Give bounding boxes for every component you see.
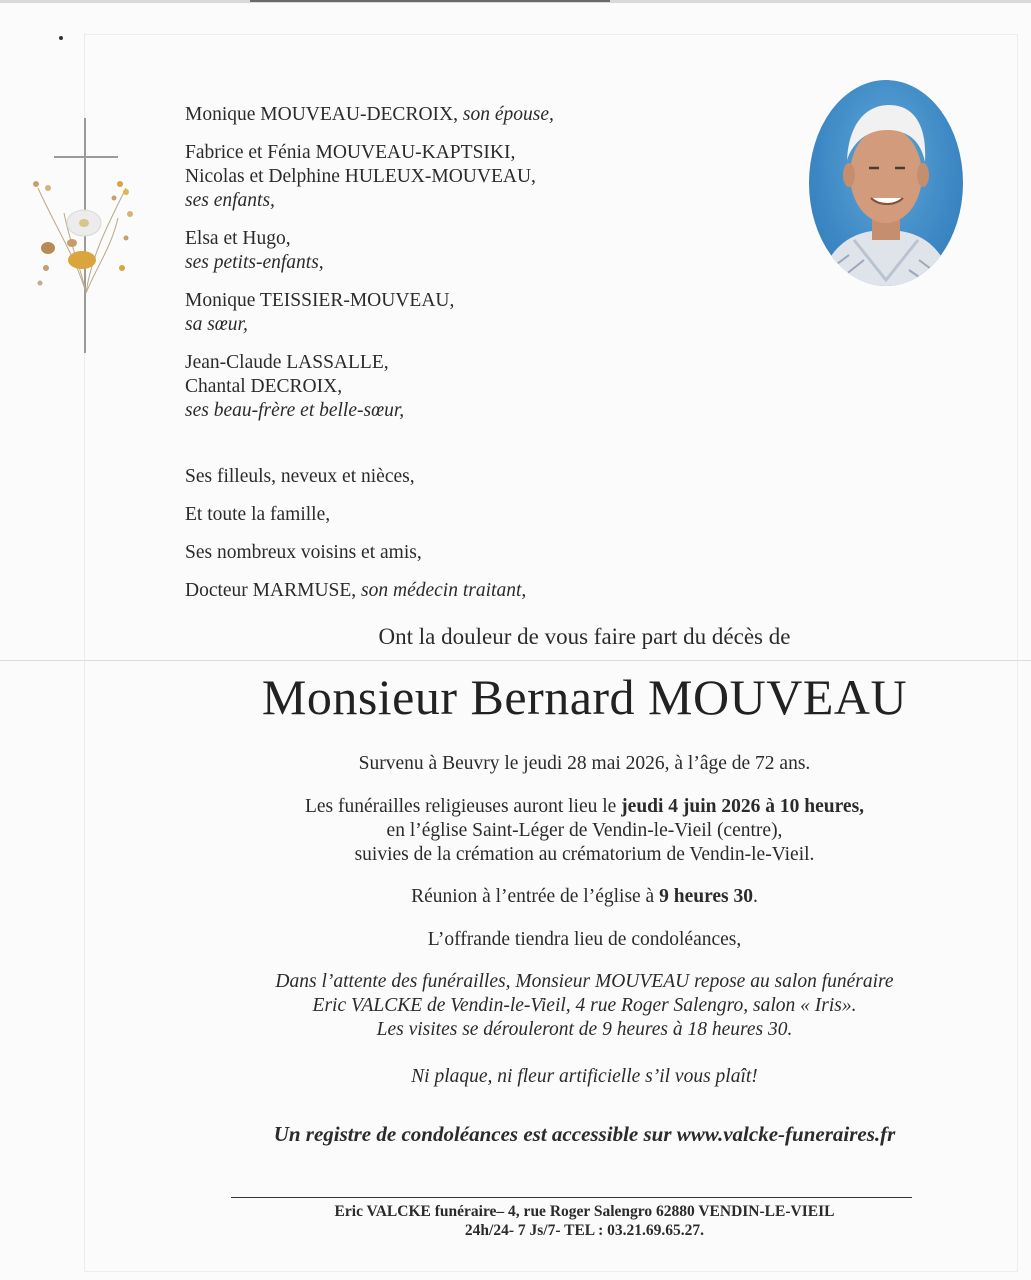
children-relation: ses enfants,: [185, 190, 275, 211]
doctor-name: Docteur MARMUSE,: [185, 580, 357, 601]
children-group: [185, 141, 785, 213]
child-name: Fabrice et Fénia MOUVEAU-KAPTSIKI,: [185, 142, 516, 163]
meeting-line: [84, 885, 1031, 909]
meeting-intro: Réunion à l’entrée de l’église à: [411, 886, 655, 907]
meeting-info: [84, 885, 1031, 909]
portrait-photo: [809, 80, 963, 286]
doctor-line: [185, 579, 785, 603]
spouse-group: [185, 103, 785, 127]
scan-speck: [59, 36, 63, 40]
cross-with-flowers-icon: [26, 118, 156, 358]
child-name: Nicolas et Delphine HULEUX-MOUVEAU,: [185, 166, 536, 187]
no-flowers-text: Ni plaque, ni fleur artificielle s’il vous plaît!: [411, 1066, 758, 1087]
doctor-relation: son médecin traitant,: [361, 580, 527, 601]
grandchildren-names: Elsa et Hugo,: [185, 228, 291, 249]
others-line: Ses nombreux voisins et amis,: [185, 542, 422, 563]
funeral-line-1: [84, 795, 1031, 819]
others-line: Ses filleuls, neveux et nièces,: [185, 466, 415, 487]
in-law-name: Chantal DECROIX,: [185, 376, 343, 397]
announcement: Ont la douleur de vous faire part du décès de: [378, 624, 791, 649]
death-info-text: Survenu à Beuvry le jeudi 28 mai 2026, à l’âge de 72 ans.: [358, 753, 811, 774]
spouse-relation: son épouse,: [462, 104, 554, 125]
grandchildren-group: [185, 227, 785, 275]
visits-line: Les visites se dérouleront de 9 heures à 18 heures 30.: [376, 1019, 793, 1040]
funeral-line-3: suivies de la crémation au crématorium de Vendin-le-Vieil.: [354, 844, 815, 865]
grandchildren-relation: ses petits-enfants,: [185, 252, 324, 273]
offering-info: [84, 928, 1031, 952]
footer-phone: 24h/24- 7 Js/7- TEL : 03.21.69.65.27.: [464, 1222, 705, 1239]
family-list: [185, 103, 785, 603]
spouse-name: Monique MOUVEAU-DECROIX,: [185, 104, 458, 125]
offering-text: L’offrande tiendra lieu de condoléances,: [427, 929, 742, 950]
visits-info: [84, 970, 1031, 1042]
condolence-register: Un registre de condoléances est accessible sur www.valcke-funeraires.fr: [273, 1122, 896, 1146]
footer-address: Eric VALCKE funéraire– 4, rue Roger Salengro 62880 VENDIN-LE-VIEIL: [334, 1203, 835, 1220]
sister-group: [185, 289, 785, 337]
sister-relation: sa sœur,: [185, 314, 248, 335]
in-laws-group: [185, 351, 785, 423]
deceased-name: Monsieur Bernard MOUVEAU: [261, 669, 908, 725]
death-info: [84, 752, 1031, 776]
funeral-datetime: jeudi 4 juin 2026 à 10 heures,: [621, 796, 865, 817]
visits-line: Dans l’attente des funérailles, Monsieur MOUVEAU repose au salon funéraire: [275, 971, 894, 992]
in-law-name: Jean-Claude LASSALLE,: [185, 352, 389, 373]
footer: [84, 1202, 1031, 1240]
visits-line: Eric VALCKE de Vendin-le-Vieil, 4 rue Roger Salengro, salon « Iris».: [312, 995, 857, 1016]
fold-line: [0, 660, 1031, 661]
no-flowers-note: [84, 1065, 1031, 1089]
funeral-intro: Les funérailles religieuses auront lieu le: [304, 796, 617, 817]
sister-name: Monique TEISSIER-MOUVEAU,: [185, 290, 455, 311]
footer-rule: [231, 1197, 912, 1198]
meeting-time: 9 heures 30: [659, 886, 753, 907]
meeting-end: .: [753, 886, 758, 907]
others-line: Et toute la famille,: [185, 504, 331, 525]
scan-top-mark: [250, 0, 610, 2]
funeral-info: [84, 795, 1031, 867]
funeral-line-2: en l’église Saint-Léger de Vendin-le-Vieil (centre),: [386, 820, 783, 841]
in-laws-relation: ses beau-frère et belle-sœur,: [185, 400, 405, 421]
